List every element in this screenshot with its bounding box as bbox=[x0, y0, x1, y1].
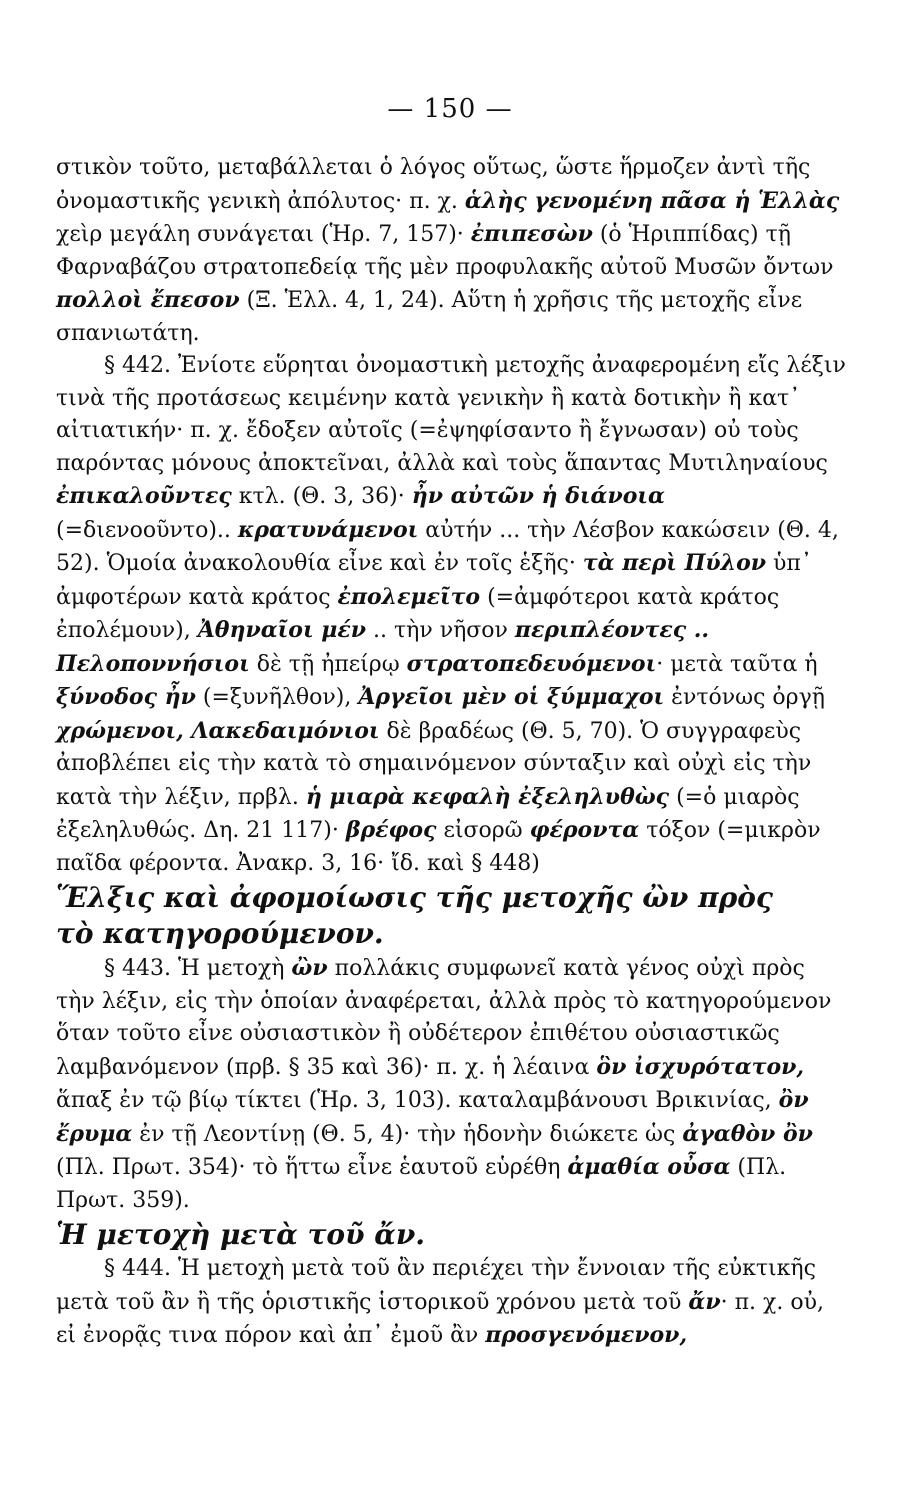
text-run: § 443. Ἡ μετοχὴ bbox=[104, 956, 292, 981]
section-heading-line-1: Ἕλξις καὶ ἀφομοίωσις τῆς μετοχῆς ὢν πρὸς bbox=[56, 881, 773, 914]
text-run: αὐτήν ... τὴν Λέσβον κακώσειν (Θ. 4, 52). Ὁμοία ἀνακολουθία εἶνε καὶ ἐν τοῖς ἑξῆς· bbox=[56, 517, 839, 576]
emphasized-greek-text: ἡ μιαρὰ κεφαλὴ ἐξεληλυθὼς bbox=[305, 783, 670, 810]
text-run: (=ἀμφότεροι κατὰ κράτος ἐπολέμουν), bbox=[56, 584, 780, 643]
text-run: ἅπαξ ἐν τῷ βίῳ τίκτει (Ἡρ. 3, 103). καταλαμβάνουσι Βρικινίας, bbox=[56, 1088, 779, 1113]
text-run: (Πλ. Πρωτ. 359). bbox=[56, 1155, 787, 1213]
emphasized-greek-text: ἀμαθία οὖσα bbox=[567, 1154, 731, 1180]
emphasized-greek-text: στρατοπεδευόμενοι bbox=[406, 650, 657, 677]
emphasized-greek-text: πολλοὶ ἔπεσον bbox=[56, 287, 240, 313]
text-run: · μετὰ ταῦτα ἡ bbox=[656, 651, 818, 677]
section-heading-line-2: τὸ κατηγορούμενον. bbox=[56, 917, 384, 950]
emphasized-greek-text: προσγενόμενον, bbox=[485, 1322, 688, 1348]
emphasized-greek-text: βρέφος bbox=[345, 817, 437, 843]
paragraph-444 bbox=[56, 1253, 846, 1353]
text-run: § 444. Ἡ μετοχὴ μετὰ τοῦ ἂν περιέχει τὴν ἔννοιαν τῆς εὐκτικῆς μετὰ τοῦ ἂν ἢ τῆς ὁριστικῆς ἱστορικοῦ χρόνου μετὰ τοῦ bbox=[56, 1256, 816, 1315]
paragraph-442 bbox=[56, 350, 846, 880]
text-run: (=διενοοῦντο).. bbox=[56, 517, 238, 543]
paragraph-1 bbox=[56, 152, 846, 350]
text-run: τόξον (=μικρὸν παῖδα φέροντα. Ἀνακρ. 3, 16· ἴδ. καὶ § 448) bbox=[56, 818, 821, 876]
text-run: (=ὁ μιαρὸς ἐξεληλυθώς. Δη. 21 117)· bbox=[56, 784, 800, 843]
emphasized-greek-text: φέροντα bbox=[529, 817, 640, 843]
text-run: (ὁ Ἡριππίδας) τῇ Φαρναβάζου στρατοπεδείᾳ τῆς μὲν προφυλακῆς αὐτοῦ Μυσῶν ὄντων bbox=[56, 222, 834, 280]
text-run: · π. χ. οὐ, εἰ ἐνορᾷς τινα πόρον καὶ ἀπ᾽ ἐμοῦ ἂν bbox=[56, 1289, 824, 1348]
text-run: δὲ τῇ ἠπείρῳ bbox=[249, 651, 407, 677]
text-run: ἐν τῇ Λεοντίνῃ (Θ. 5, 4)· τὴν ἡδονὴν διώκετε ὡς bbox=[132, 1121, 683, 1147]
emphasized-greek-text: χρώμενοι, Λακεδαιμόνιοι bbox=[56, 717, 380, 744]
emphasized-greek-text: ἁλὴς γενομένη πᾶσα ἡ Ἑλλὰς bbox=[464, 187, 840, 214]
emphasized-greek-text: ἐπολεμεῖτο bbox=[337, 583, 481, 610]
emphasized-greek-text: κρατυνάμενοι bbox=[237, 516, 419, 543]
emphasized-greek-text: ἦν αὐτῶν ἡ διάνοια bbox=[411, 483, 665, 509]
text-run: (=ξυνῆλθον), bbox=[195, 685, 359, 710]
emphasized-greek-text: ὢν bbox=[291, 955, 328, 981]
emphasized-greek-text: ξύνοδος ἦν bbox=[56, 684, 196, 710]
emphasized-greek-text: Ἀργεῖοι μὲν οἱ ξύμμαχοι bbox=[358, 684, 665, 710]
text-run: ὑπ᾽ ἀμφοτέρων κατὰ κράτος bbox=[56, 551, 812, 610]
emphasized-greek-text: περιπλέοντες .. Πελοποννήσιοι bbox=[56, 617, 710, 677]
text-run: (Πλ. Πρωτ. 354)· τὸ ἥττω εἶνε ἑαυτοῦ εὑρέθη bbox=[56, 1155, 568, 1180]
text-run: § 442. Ἐνίοτε εὕρηται ὀνομαστικὴ μετοχῆς ἀναφερομένη εἴς λέξιν τινὰ τῆς προτάσεως κειμένην κατὰ γενικὴν ἢ κατὰ δοτικὴν ἢ κατ᾽ αἰτιατικήν· π. χ. ἔδοξεν αὐτοῖς (=ἐψηφίσαντο ἢ ἔγνωσαν) οὐ τοὺς παρόντας μόνους ἀποκτεῖναι, ἀλλὰ καὶ τοὺς ἅπαντας Μυτιληναίους bbox=[56, 353, 846, 476]
emphasized-greek-text: ἄν bbox=[688, 1288, 721, 1315]
emphasized-greek-text: τὰ περὶ Πύλον bbox=[582, 550, 767, 576]
text-run: κτλ. (Θ. 3, 36)· bbox=[231, 484, 412, 509]
page-body bbox=[56, 152, 846, 1353]
emphasized-greek-text: ἐπικαλοῦντες bbox=[56, 483, 232, 509]
text-run: (Ξ. Ἑλλ. 4, 1, 24). Αὕτη ἡ χρῆσις τῆς μετοχῆς εἶνε σπανιωτάτη. bbox=[56, 288, 803, 346]
text-run: εἰσορῶ bbox=[436, 818, 530, 843]
section-heading-attraction bbox=[56, 880, 846, 952]
page-number: — 150 — bbox=[387, 94, 513, 124]
emphasized-greek-text: ἐπιπεσὼν bbox=[470, 221, 593, 247]
text-run: χεὶρ μεγάλη συνάγεται (Ἡρ. 7, 157)· bbox=[56, 222, 471, 247]
text-run: πολλάκις συμφωνεῖ κατὰ γένος οὐχὶ πρὸς τὴν λέξιν, εἰς τὴν ὁποίαν ἀναφέρεται, ἀλλὰ πρὸς τὸ κατηγορούμενον ὅταν τοῦτο εἶνε οὐσιαστικὸν ἢ οὐδέτερον ἐπιθέτου οὐσιαστικῶς λαμβανόμενον (πρβ. § 35 καὶ 36)· π. χ. ἡ λέαινα bbox=[56, 956, 832, 1080]
emphasized-greek-text: ὂν ἔρυμα bbox=[56, 1087, 809, 1147]
paragraph-443 bbox=[56, 952, 846, 1217]
text-run: στικὸν τοῦτο, μεταβάλλεται ὁ λόγος οὕτως, ὥστε ἥρμοζεν ἀντὶ τῆς ὀνομαστικῆς γενικὴ ἀπόλυτος· π. χ. bbox=[56, 155, 811, 214]
emphasized-greek-text: Ἀθηναῖοι μέν bbox=[197, 617, 367, 643]
emphasized-greek-text: ὃν ἰσχυρότατον, bbox=[596, 1053, 805, 1080]
section-heading-participle-an: Ἡ μετοχὴ μετὰ τοῦ ἄν. bbox=[56, 1218, 426, 1251]
emphasized-greek-text: ἀγαθὸν ὂν bbox=[682, 1120, 813, 1147]
text-run: ἐντόνως ὀργῇ bbox=[664, 685, 825, 710]
text-run: δὲ βραδέως (Θ. 5, 70). Ὁ συγγραφεὺς ἀποβλέπει εἰς τὴν κατὰ τὸ σημαινόμενον σύνταξιν καὶ οὐχὶ εἰς τὴν κατὰ τὴν λέξιν, πρβλ. bbox=[56, 718, 812, 810]
text-run: .. τὴν νῆσον bbox=[366, 618, 515, 643]
